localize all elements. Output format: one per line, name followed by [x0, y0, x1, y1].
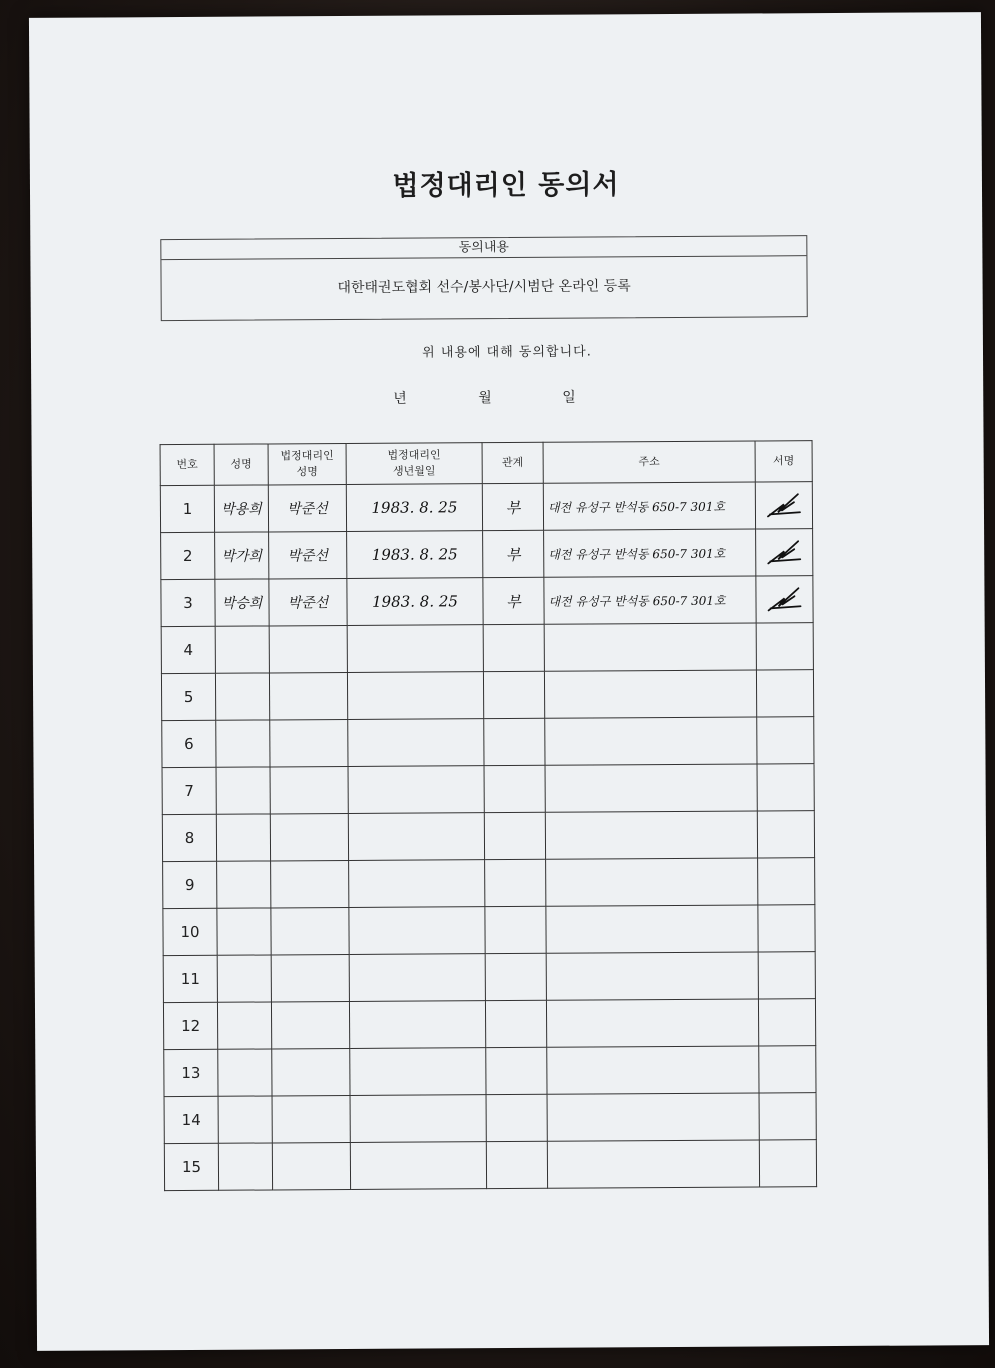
row-relation	[484, 812, 545, 859]
table-row	[164, 1046, 816, 1097]
handwritten-signature	[756, 584, 812, 614]
row-guardian-birth	[349, 1001, 485, 1049]
row-guardian-name	[271, 954, 349, 1001]
row-guardian-birth	[350, 1142, 486, 1190]
row-address	[546, 999, 758, 1047]
table-row	[160, 482, 812, 533]
row-no: 7	[162, 767, 216, 814]
table-row	[161, 576, 813, 627]
row-name	[216, 720, 270, 767]
row-relation	[483, 671, 544, 718]
row-guardian-birth	[349, 954, 485, 1002]
row-no: 5	[161, 673, 215, 720]
row-relation	[485, 953, 546, 1000]
row-guardian-name	[269, 625, 347, 672]
row-signature	[757, 811, 814, 858]
header-no: 번호	[160, 444, 214, 485]
row-name	[215, 626, 269, 673]
row-signature	[759, 1046, 816, 1093]
row-no: 11	[163, 955, 217, 1002]
table-row	[162, 764, 814, 815]
row-address: 대전 유성구 반석동 650-7 301호	[544, 576, 756, 624]
header-guardian-birth-line1: 법정대리인	[387, 448, 441, 462]
header-guardian-name	[268, 443, 346, 484]
row-guardian-birth	[348, 813, 484, 861]
row-signature	[756, 623, 813, 670]
row-name	[216, 767, 270, 814]
row-name	[217, 1002, 271, 1049]
row-name	[217, 861, 271, 908]
day-label: 일	[562, 389, 576, 406]
row-signature	[756, 670, 813, 717]
row-address	[547, 1093, 759, 1141]
table-row	[161, 529, 813, 580]
header-relation: 관계	[482, 442, 543, 483]
row-address	[546, 858, 758, 906]
header-address: 주소	[543, 441, 755, 483]
row-no: 10	[163, 908, 217, 955]
row-address	[547, 1140, 759, 1188]
row-guardian-birth	[348, 766, 484, 814]
row-relation: 부	[482, 483, 543, 530]
row-signature	[756, 529, 813, 576]
consent-body: 대한태권도협회 선수/봉사단/시범단 온라인 등록	[337, 278, 631, 297]
row-relation	[485, 906, 546, 953]
row-address	[544, 670, 756, 718]
row-name	[217, 908, 271, 955]
row-relation	[485, 1000, 546, 1047]
row-signature	[758, 858, 815, 905]
row-name	[218, 1049, 272, 1096]
row-guardian-name	[271, 907, 349, 954]
row-guardian-birth	[347, 625, 483, 673]
row-guardian-name	[269, 672, 347, 719]
page-title: 법정대리인 동의서	[392, 169, 620, 202]
row-guardian-birth: 1983. 8. 25	[347, 531, 483, 579]
consent-form-paper	[29, 12, 989, 1351]
row-address	[546, 905, 758, 953]
row-guardian-name: 박준선	[268, 484, 346, 531]
row-address: 대전 유성구 반석동 650-7 301호	[543, 482, 755, 530]
row-no: 9	[163, 861, 217, 908]
agreement-text: 위 내용에 대해 동의합니다.	[422, 344, 592, 361]
row-signature	[757, 717, 814, 764]
table-row	[161, 670, 813, 721]
row-guardian-name	[270, 719, 348, 766]
row-relation	[483, 624, 544, 671]
row-guardian-name	[272, 1142, 350, 1189]
row-guardian-birth	[347, 672, 483, 720]
row-signature	[755, 482, 812, 529]
row-signature	[759, 1140, 816, 1187]
header-guardian-name-line2: 성명	[296, 465, 318, 479]
row-guardian-name: 박준선	[269, 531, 347, 578]
row-name	[218, 1096, 272, 1143]
consent-content-box	[160, 235, 807, 321]
table-row	[162, 811, 814, 862]
year-label: 년	[393, 390, 407, 407]
row-guardian-name	[271, 860, 349, 907]
table-row	[164, 1093, 816, 1144]
header-name: 성명	[214, 444, 268, 485]
row-no: 4	[161, 626, 215, 673]
row-guardian-name	[272, 1095, 350, 1142]
row-address: 대전 유성구 반석동 650-7 301호	[544, 529, 756, 577]
row-address	[547, 1046, 759, 1094]
row-guardian-name	[270, 813, 348, 860]
table-row	[164, 1140, 816, 1191]
row-guardian-birth	[349, 860, 485, 908]
month-label: 월	[478, 390, 492, 407]
table-header-row	[160, 441, 812, 486]
row-signature	[757, 764, 814, 811]
row-signature	[758, 999, 815, 1046]
row-no: 2	[161, 532, 215, 579]
row-name: 박가희	[215, 532, 269, 579]
row-no: 15	[164, 1143, 218, 1190]
row-signature	[759, 1093, 816, 1140]
row-signature	[756, 576, 813, 623]
row-address	[545, 717, 757, 765]
date-row	[31, 384, 983, 407]
header-guardian-birth	[346, 443, 482, 485]
row-guardian-name: 박준선	[269, 578, 347, 625]
row-name	[218, 1143, 272, 1190]
row-relation	[486, 1141, 547, 1188]
table-row	[163, 952, 815, 1003]
table-row	[163, 858, 815, 909]
row-relation	[485, 859, 546, 906]
row-guardian-name	[270, 766, 348, 813]
row-name: 박승희	[215, 579, 269, 626]
row-guardian-name	[271, 1001, 349, 1048]
row-no: 3	[161, 579, 215, 626]
row-signature	[758, 952, 815, 999]
row-address	[545, 764, 757, 812]
row-name: 박용희	[214, 485, 268, 532]
row-relation: 부	[483, 577, 544, 624]
row-guardian-name	[272, 1048, 350, 1095]
row-relation	[486, 1094, 547, 1141]
row-name	[216, 814, 270, 861]
row-name	[217, 955, 271, 1002]
header-guardian-birth-line2: 생년월일	[392, 464, 436, 478]
row-relation	[484, 765, 545, 812]
row-guardian-birth	[350, 1095, 486, 1143]
row-guardian-birth	[349, 907, 485, 955]
row-no: 1	[160, 485, 214, 532]
table-row	[163, 999, 815, 1050]
consent-header: 동의내용	[161, 236, 806, 260]
row-name	[215, 673, 269, 720]
row-guardian-birth	[350, 1048, 486, 1096]
guardian-table	[160, 440, 818, 1191]
row-no: 14	[164, 1096, 218, 1143]
table-row	[163, 905, 815, 956]
row-no: 6	[162, 720, 216, 767]
row-relation	[486, 1047, 547, 1094]
row-address	[546, 952, 758, 1000]
row-relation	[484, 718, 545, 765]
row-guardian-birth: 1983. 8. 25	[346, 484, 482, 532]
header-guardian-name-line1: 법정대리인	[280, 449, 334, 463]
handwritten-signature	[756, 490, 812, 520]
row-no: 12	[163, 1002, 217, 1049]
table-row	[161, 623, 813, 674]
table-row	[162, 717, 814, 768]
table-body	[160, 482, 816, 1191]
row-address	[544, 623, 756, 671]
row-signature	[758, 905, 815, 952]
row-no: 13	[164, 1049, 218, 1096]
row-address	[545, 811, 757, 859]
row-relation: 부	[483, 530, 544, 577]
header-signature: 서명	[755, 441, 812, 482]
handwritten-signature	[756, 537, 812, 567]
row-guardian-birth: 1983. 8. 25	[347, 578, 483, 626]
row-no: 8	[162, 814, 216, 861]
row-guardian-birth	[348, 719, 484, 767]
